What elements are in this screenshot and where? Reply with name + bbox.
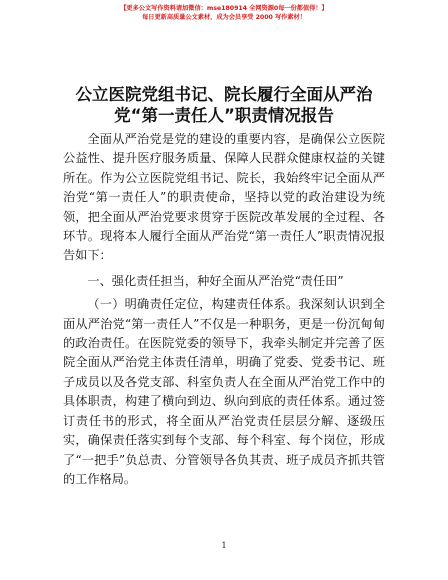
header-banner [0, 4, 448, 22]
document-title [0, 84, 448, 126]
document-body [63, 130, 385, 489]
title-line-1: 公立医院党组书记、院长履行全面从严治 [75, 85, 373, 104]
intro-paragraph: 全面从严治党是党的建设的重要内容，是确保公立医院公益性、提升医疗服务质量、保障人民群众健康权益的关键所在。作为公立医院党组书记、院长，我始终牢记全面从严治党“第一责任人”的职责使命，坚持以党的政治建设为统领，把全面从严治党要求贯穿于医院改革发展的全过程、各环节。现将本人履行全面从严治党“第一责任人”职责情况报告如下： [63, 132, 385, 263]
banner-promo-line: 【更多公文写作资料请加微信：mse180914 全网资源0每一份都值得！】 [120, 5, 328, 12]
banner-member-line: 每日更新高质量公文素材，成为会员享受 2000 写作素材！ [142, 14, 306, 21]
page-number: 1 [221, 541, 227, 550]
section-heading: 一、强化责任担当，种好全面从严治党“责任田” [87, 273, 344, 288]
title-line-2: 党“第一责任人”职责情况报告 [114, 106, 334, 125]
body-paragraph: （一）明确责任定位，构建责任体系。我深刻认识到全面从严治党“第一责任人”不仅是一种职务，更是一份沉甸甸的政治责任。在医院党委的领导下，我牵头制定并完善了医院全面从严治党主体责任清单，明确了党委、党委书记、班子成员以及各党支部、科室负责人在全面从严治党工作中的具体职责，构建了横向到边、纵向到底的责任体系。通过签订责任书的形式，将全面从严治党责任层层分解、逐级压实，确保责任落实到每个支部、每个科室、每个岗位，形成了“一把手”负总责、分管领导各负其责、班子成员齐抓共管的工作格局。 [63, 297, 385, 486]
